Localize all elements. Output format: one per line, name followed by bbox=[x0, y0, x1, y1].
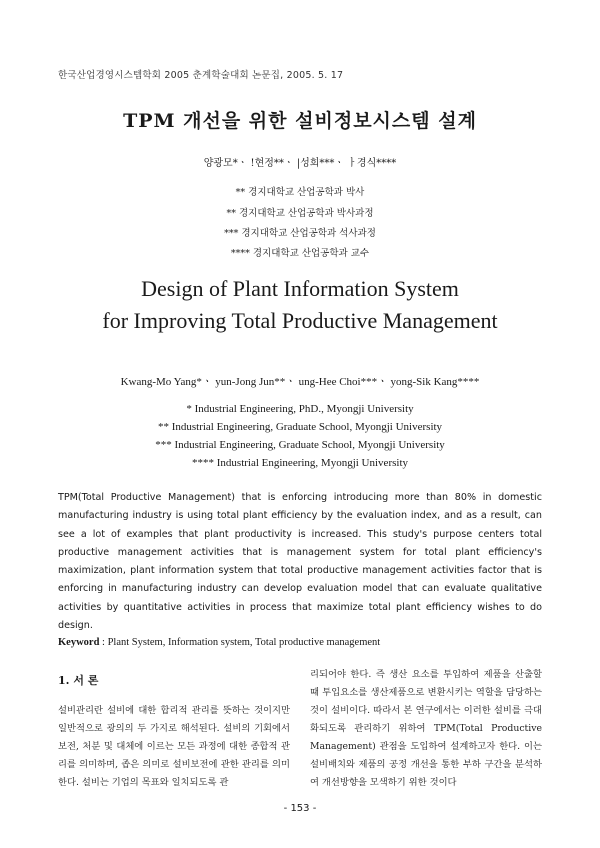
english-affiliation-1: * Industrial Engineering, PhD., Myongji University bbox=[186, 403, 414, 415]
section-1-right-text: 리되어야 한다. 즉 생산 요소를 투입하여 제품을 산출할 때 투입요소를 생산제품으로 변환시키는 역할을 담당하는 것이 설비이다. 따라서 본 연구에서는 이러한 설비를 극대화되도록 관리하기 위하여 TPM(Total Productive Management) 관점을 도입하여 설계하고자 한다. 이는 설비배치와 제품의 공정 개선을 통한 부하 구간을 분석하여 개선방향을 모색하기 위한 것이다 bbox=[310, 669, 542, 788]
keyword-line bbox=[58, 637, 542, 648]
english-affiliation-4: **** Industrial Engineering, Myongji University bbox=[192, 457, 408, 469]
korean-title: TPM 개선을 위한 설비정보시스템 설계 bbox=[123, 110, 477, 132]
english-title-line-1: Design of Plant Information System bbox=[141, 276, 459, 301]
korean-affiliation-2: ** 경지대학교 산업공학과 박사과정 bbox=[226, 208, 374, 219]
english-affiliation-2: ** Industrial Engineering, Graduate School, Myongji University bbox=[157, 421, 443, 433]
section-1-left-text: 설비관리란 설비에 대한 합리적 관리를 뜻하는 것이지만 일반적으로 광의의 두 가지로 해석된다. 설비의 기회에서 보전, 처분 및 대체에 이르는 모든 과정에 대한 종합적 관리를 의미하며, 좁은 의미로 설비보전에 관한 관리를 의미한다. 설비는 기업의 목표와 일치되도록 관 bbox=[58, 705, 290, 788]
page-number: - 153 - bbox=[283, 803, 317, 814]
keyword-label: Keyword bbox=[58, 637, 100, 648]
korean-affiliation-4: **** 경지대학교 산업공학과 교수 bbox=[230, 248, 370, 259]
english-title-line-2: for Improving Total Productive Management bbox=[102, 308, 498, 333]
english-affiliation-3: *** Industrial Engineering, Graduate School, Myongji University bbox=[155, 439, 445, 451]
left-column bbox=[58, 672, 290, 792]
section-1-title: 1. 서 론 bbox=[58, 674, 99, 687]
korean-affiliation-3: *** 경지대학교 산업공학과 석사과정 bbox=[224, 228, 376, 239]
korean-affiliation-1: ** 경지대학교 산업공학과 박사 bbox=[235, 187, 365, 198]
korean-authors: 양광모*ㆍ !현정**ㆍ |성희***ㆍ ㅏ경식**** bbox=[203, 158, 397, 169]
journal-header: 한국산업경영시스템학회 2005 춘계학술대회 논문집, 2005. 5. 17 bbox=[58, 70, 344, 81]
english-authors: Kwang-Mo Yang*ㆍ yun-Jong Jun**ㆍ ung-Hee Choi***ㆍ yong-Sik Kang**** bbox=[120, 376, 480, 388]
keyword-text: : Plant System, Information system, Total productive management bbox=[102, 637, 381, 648]
right-column bbox=[310, 666, 542, 792]
abstract-text: TPM(Total Productive Management) that is enforcing introducing more than 80% in domestic manufacturing industry is using total plant efficiency by the evaluation index, and as a result, can see a lot of examples that plant productivity is increased. This study's purpose centers total productive management activities that is management system for total plant efficiency's maximization, plant information system that total productive management activities factor that is enforcing in manufacturing industry can develop evaluation model that can evaluate qualitative activities by quantitative activities in process that maximize total plant efficiency wishes to do design. bbox=[58, 492, 542, 632]
